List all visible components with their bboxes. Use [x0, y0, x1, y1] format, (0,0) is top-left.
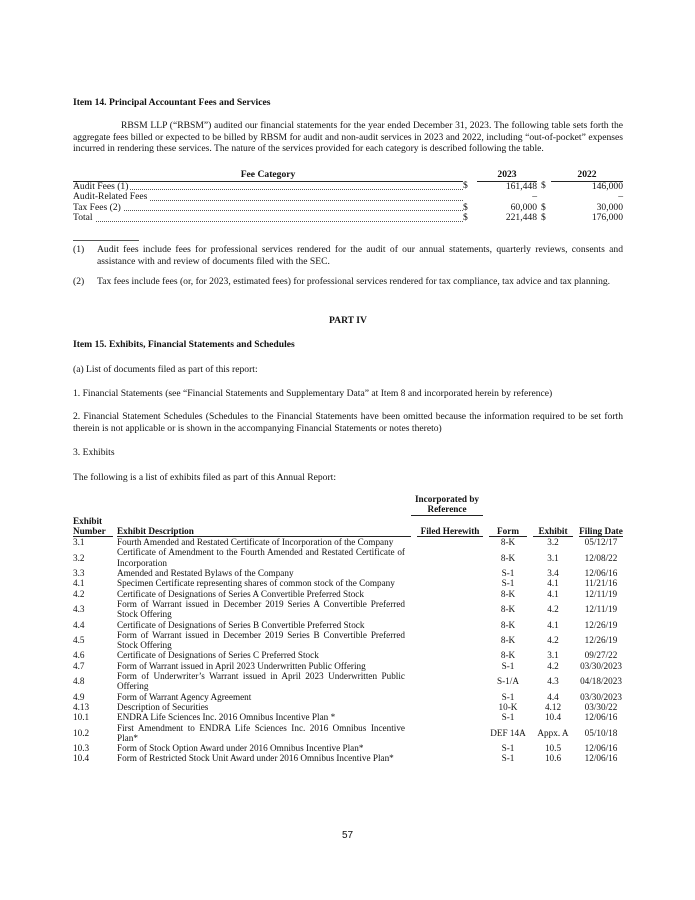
fee-category-label: Tax Fees (2): [73, 202, 121, 213]
fee-2023: 161,448: [505, 180, 537, 192]
exhibits-intro: The following is a list of exhibits filed as part of this Annual Report:: [73, 472, 336, 483]
exhibit-ref: 4.3: [547, 676, 559, 687]
currency-symbol: $: [541, 180, 546, 192]
exhibit-row: [73, 743, 623, 753]
filed-herewith: [411, 568, 483, 578]
filed-herewith: [411, 599, 483, 620]
exhibit-description: Form of Restricted Stock Unit Award under 2016 Omnibus Incentive Plan*: [117, 753, 394, 764]
fee-2022: 176,000: [591, 212, 623, 223]
exhibit-ref: 10.4: [544, 712, 562, 723]
incorporated-by-reference-header: Incorporated by Reference: [411, 494, 483, 516]
exhibit-number: 4.7: [73, 660, 85, 671]
footnote-key: (1): [73, 244, 85, 255]
exhibit-description: Certificate of Amendment to the Fourth Amended and Restated Certificate of Incorporation: [117, 547, 405, 568]
exhibit-row: [73, 702, 623, 712]
exhibit-row: [73, 650, 623, 660]
currency-symbol: $: [541, 201, 546, 213]
exhibit-row: [73, 712, 623, 722]
exhibit-form: 8-K: [500, 635, 516, 645]
exhibit-row: [73, 671, 623, 692]
exhibit-row: [73, 537, 623, 547]
header-exhibit-number: Exhibit Number: [73, 516, 113, 538]
exhibit-number: 3.1: [73, 537, 85, 548]
exhibits-item: 3. Exhibits: [73, 447, 115, 458]
filed-herewith: [411, 671, 483, 692]
footnote-key: (2): [73, 276, 85, 287]
footnote-text: Audit fees include fees for professional services rendered for the audit of our annual statements, quarterly reviews, consents and assistance with and review of documents filed with the SEC.: [97, 244, 623, 267]
exhibit-ref: 4.1: [547, 619, 559, 630]
filing-date: 11/21/16: [584, 578, 618, 589]
exhibit-ref: 4.2: [547, 604, 559, 615]
fee-2023: 221,448: [505, 212, 537, 223]
exhibit-row: [73, 723, 623, 744]
exhibit-description: Certificate of Designations of Series C Preferred Stock: [117, 650, 319, 661]
exhibit-description: Form of Warrant Agency Agreement: [117, 691, 252, 702]
exhibit-number: 3.2: [73, 552, 85, 563]
exhibit-ref: 10.5: [544, 743, 562, 754]
filing-date: 12/08/22: [584, 552, 618, 563]
fee-category-label: Audit Fees (1): [73, 181, 129, 192]
exhibit-description: Certificate of Designations of Series A Convertible Preferred Stock: [117, 588, 364, 599]
header-filing-date: Filing Date: [579, 525, 623, 536]
exhibit-ref: 4.2: [547, 635, 559, 645]
exhibit-row: [73, 547, 623, 568]
fee-2022: 146,000: [591, 180, 623, 192]
fee-table: [73, 170, 623, 224]
filed-herewith: [411, 712, 483, 722]
exhibit-number: 4.9: [73, 691, 85, 702]
filed-herewith: [411, 547, 483, 568]
filing-date: 05/12/17: [584, 537, 618, 548]
exhibit-number: 4.2: [73, 588, 85, 599]
footnote-2: [73, 276, 623, 288]
exhibit-number: 4.1: [73, 578, 85, 589]
exhibit-description: Description of Securities: [117, 701, 209, 712]
exhibit-row: [73, 589, 623, 599]
exhibit-form: S-1: [501, 568, 515, 579]
exhibit-number: 10.2: [73, 727, 90, 738]
filing-date: 12/06/16: [584, 743, 618, 754]
exhibit-number: 10.1: [73, 712, 90, 723]
exhibit-form: 8-K: [500, 604, 516, 615]
fee-row: [73, 181, 623, 192]
fee-category-label: Audit-Related Fees: [73, 192, 148, 202]
part-iv-title: PART IV: [329, 315, 367, 326]
exhibit-number: 4.8: [73, 676, 85, 687]
exhibit-form: 8-K: [500, 552, 516, 563]
exhibit-row: [73, 568, 623, 578]
item14-paragraph: RBSM LLP (“RBSM”) audited our financial statements for the year ended December 31, 2023. The following table sets forth the aggregate fees billed or expected to be billed by RBSM for audit and non-audit services in 2023 and 2022, including “out-of-pocket” expenses incurred in rendering these services. The nature of the services provided for each category is described following the table.: [73, 120, 623, 154]
filed-herewith: [411, 537, 483, 547]
exhibit-number: 4.4: [73, 619, 85, 630]
currency-symbol: $: [463, 180, 468, 192]
exhibit-row: [73, 578, 623, 588]
exhibit-ref: 4.2: [547, 660, 559, 671]
exhibit-ref: 3.1: [547, 552, 559, 563]
exhibit-ref: 4.12: [544, 701, 562, 712]
exhibit-description: First Amendment to ENDRA Life Sciences Inc. 2016 Omnibus Incentive Plan*: [117, 722, 405, 743]
filed-herewith: [411, 589, 483, 599]
exhibit-row: [73, 753, 623, 763]
exhibit-ref: 3.1: [547, 650, 559, 661]
exhibit-form: 8-K: [500, 588, 516, 599]
header-exhibit: Exhibit: [533, 526, 573, 537]
fee-row: [73, 192, 623, 203]
exhibit-number: 4.13: [73, 701, 90, 712]
page-number: 57: [341, 830, 354, 841]
exhibit-number: 4.6: [73, 650, 85, 661]
exhibit-form: S-1: [501, 753, 515, 764]
filing-date: 03/30/2023: [580, 660, 622, 671]
exhibit-number: 4.5: [73, 635, 85, 645]
exhibit-number: 3.3: [73, 568, 85, 579]
header-form: Form: [489, 526, 527, 537]
exhibit-description: Form of Stock Option Award under 2016 Omnibus Incentive Plan*: [117, 743, 364, 754]
exhibit-form: S-1: [501, 743, 515, 754]
filed-herewith: [411, 702, 483, 712]
exhibit-description: Form of Warrant issued in December 2019 Series A Convertible Preferred Stock Offering: [117, 598, 405, 620]
exhibit-row: [73, 692, 623, 702]
exhibit-form: 8-K: [500, 650, 516, 661]
exhibit-ref: 4.1: [547, 588, 559, 599]
exhibit-description: Form of Warrant issued in April 2023 Underwritten Public Offering: [117, 660, 366, 671]
filed-herewith: [411, 692, 483, 702]
filing-date: 12/06/16: [584, 712, 618, 723]
exhibit-ref: Appx. A: [537, 727, 569, 738]
filing-date: 05/10/18: [584, 727, 618, 738]
fee-category: [73, 213, 463, 224]
exhibit-form: S-1: [501, 712, 515, 723]
exhibit-form: S-1: [501, 660, 515, 671]
currency-symbol: $: [463, 201, 468, 213]
exhibit-description: Amended and Restated Bylaws of the Company: [117, 568, 294, 579]
filing-date: 09/27/22: [584, 650, 618, 661]
exhibit-description: Fourth Amended and Restated Certificate of Incorporation of the Company: [117, 537, 394, 548]
financial-statements-item: 1. Financial Statements (see “Financial Statements and Supplementary Data” at Item 8 and incorporated herein by reference): [73, 388, 553, 399]
filed-herewith: [411, 753, 483, 763]
filing-date: 12/11/19: [584, 604, 618, 615]
exhibit-description: Certificate of Designations of Series B Convertible Preferred Stock: [117, 619, 365, 630]
filed-herewith: [411, 723, 483, 744]
documents-list-intro: (a) List of documents filed as part of this report:: [73, 364, 258, 375]
filing-date: 04/18/2023: [580, 676, 622, 687]
filing-date: 12/06/16: [584, 753, 618, 764]
filing-date: 12/11/19: [584, 588, 618, 599]
fee-category: [73, 192, 463, 203]
fee-2023: 60,000: [510, 201, 537, 213]
fee-category-label: Total: [73, 213, 93, 223]
exhibit-row: [73, 661, 623, 671]
exhibit-form: S-1/A: [497, 676, 519, 687]
footnote-divider: [73, 240, 139, 241]
exhibit-number: 4.3: [73, 604, 85, 615]
exhibit-description: ENDRA Life Sciences Inc. 2016 Omnibus Incentive Plan *: [117, 712, 336, 723]
filing-date: 12/26/19: [584, 635, 618, 645]
exhibit-ref: 3.2: [547, 537, 559, 548]
exhibit-description: Form of Underwriter’s Warrant issued in April 2023 Underwritten Public Offering: [117, 671, 405, 692]
exhibit-number: 10.3: [73, 743, 90, 754]
header-exhibit-description: Exhibit Description: [117, 526, 411, 537]
currency-symbol: $: [463, 212, 468, 223]
fee-header-2023: 2023: [477, 170, 537, 181]
filed-herewith: [411, 743, 483, 753]
item14-heading: Item 14. Principal Accountant Fees and Services: [73, 97, 271, 108]
currency-symbol: $: [541, 212, 546, 223]
currency-symbol: [463, 192, 477, 203]
financial-schedules-item: 2. Financial Statement Schedules (Schedules to the Financial Statements have been omitted because the information required to be set forth therein is not applicable or is shown in the accompanying Financial Statements or notes thereto): [73, 411, 623, 434]
exhibit-ref: 4.4: [547, 691, 559, 702]
fee-2022: 30,000: [596, 201, 623, 213]
filing-date: 12/26/19: [584, 619, 618, 630]
filed-herewith: [411, 630, 483, 651]
filing-date: 03/30/22: [584, 701, 618, 712]
fee-category: [73, 203, 463, 214]
exhibit-form: 10-K: [498, 701, 518, 712]
filed-herewith: [411, 578, 483, 588]
item15-heading: Item 15. Exhibits, Financial Statements and Schedules: [73, 339, 295, 350]
header-filed-herewith: Filed Herewith: [417, 526, 483, 537]
exhibit-form: S-1: [501, 691, 515, 702]
fee-category: [73, 181, 463, 192]
footnote-1: [73, 244, 623, 267]
filed-herewith: [411, 620, 483, 630]
exhibit-row: [73, 599, 623, 620]
filing-date: 12/06/16: [584, 568, 618, 579]
filed-herewith: [411, 650, 483, 660]
exhibit-form: S-1: [501, 578, 515, 589]
exhibit-number: 10.4: [73, 753, 90, 764]
exhibit-form: DEF 14A: [490, 727, 526, 738]
fee-2023: –: [532, 191, 537, 202]
currency-symbol: [537, 192, 551, 203]
exhibit-ref: 10.6: [544, 753, 562, 764]
fee-2022: –: [618, 191, 623, 202]
footnote-text: Tax fees include fees (or, for 2023, estimated fees) for professional services rendered for tax compliance, tax advice and tax planning.: [97, 276, 611, 287]
exhibit-table: [73, 494, 623, 764]
exhibit-form: 8-K: [500, 537, 516, 548]
exhibit-description: Form of Warrant issued in December 2019 Series B Convertible Preferred Stock Offering: [117, 629, 405, 651]
exhibit-ref: 4.1: [547, 578, 559, 589]
exhibit-row: [73, 630, 623, 651]
exhibit-row: [73, 620, 623, 630]
fee-header-2022: 2022: [551, 170, 623, 181]
filing-date: 03/30/2023: [580, 691, 622, 702]
fee-row: [73, 213, 623, 224]
exhibit-description: Specimen Certificate representing shares of common stock of the Company: [117, 578, 395, 589]
filed-herewith: [411, 661, 483, 671]
exhibit-form: 8-K: [500, 619, 516, 630]
fee-header-category: Fee Category: [73, 170, 463, 181]
exhibit-ref: 3.4: [547, 568, 559, 579]
